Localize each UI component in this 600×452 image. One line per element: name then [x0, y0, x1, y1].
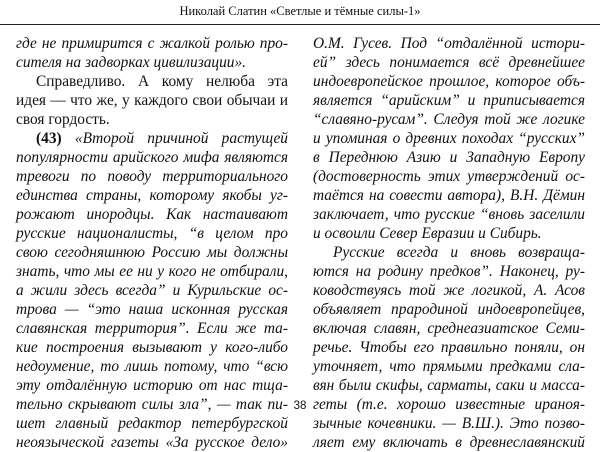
line-text: и освоили Север Евразии и Сибирь.: [313, 225, 542, 242]
line-text: шет главный редактор петербургской: [16, 415, 288, 432]
line-text: тельно скрывают силы зла”, — так пи-: [16, 396, 288, 413]
left-text-column: [16, 34, 288, 452]
text-line: [16, 262, 288, 281]
line-text: ляет ему включать в древнеславянский: [313, 434, 585, 451]
text-line: [313, 34, 585, 53]
text-line: [16, 34, 288, 53]
line-text: в Переднюю Азию и Западную Европу: [313, 149, 585, 166]
line-text: является “арийским” и приписывается: [313, 92, 585, 109]
text-line: [313, 262, 585, 281]
line-text: тревоги по поводу территориального: [16, 168, 288, 185]
text-line: [313, 357, 585, 376]
line-text: ководствуясь той же логикой, А. Асов: [313, 282, 585, 299]
text-line: [16, 281, 288, 300]
line-text: свою сегодняшнюю Россию мы должны: [16, 244, 288, 261]
line-text: зычные кочевники. — В.Ш.). Это позво-: [313, 415, 585, 432]
line-text: ются на родину предков”. Наконец, ру-: [313, 263, 585, 280]
line-text: популярности арийского мифа являются: [16, 149, 288, 166]
text-line: [313, 414, 585, 433]
line-text: геты (т.е. хорошо известные ираноя-: [313, 396, 585, 413]
text-line: [313, 167, 585, 186]
line-text: включая славян, среднеазиатское Семи-: [313, 320, 585, 337]
text-line: [16, 376, 288, 395]
text-line: [313, 281, 585, 300]
text-line: [16, 167, 288, 186]
line-text: (достоверность этих утверждений ос-: [313, 168, 585, 185]
text-line: [16, 243, 288, 262]
text-line: [16, 53, 288, 72]
line-text: таётся на совести автора), В.Н. Дёмин: [313, 187, 585, 204]
text-line: [313, 186, 585, 205]
text-line: [16, 357, 288, 376]
line-text: своя гордость.: [16, 111, 110, 128]
line-text: заключает, что русские “вновь заселили: [313, 206, 585, 223]
line-text: идея — что же, у каждого свои обычаи и: [16, 92, 288, 109]
line-text: О.М. Гусев. Под “отдалённой истори-: [313, 35, 585, 52]
text-line: [313, 319, 585, 338]
text-line: [16, 338, 288, 357]
text-line: [313, 53, 585, 72]
text-line: [16, 224, 288, 243]
text-line: [16, 110, 288, 129]
text-line: [16, 205, 288, 224]
text-line: [313, 72, 585, 91]
line-text: вян были скифы, сарматы, саки и масса-: [313, 377, 585, 394]
line-text: объявляет прародиной индоевропейцев,: [313, 301, 585, 318]
text-line: [313, 148, 585, 167]
line-text: Русские всегда и вновь возвраща-: [333, 244, 585, 261]
text-line: [16, 319, 288, 338]
line-text: сителя на задворках цивилизации».: [16, 54, 247, 71]
line-text: уточняет, что прямыми предками сла-: [313, 358, 585, 375]
line-text: где не примирится с жалкой ролью про-: [16, 35, 288, 52]
text-line: [16, 91, 288, 110]
page-number: 38: [293, 400, 307, 412]
text-line: [16, 129, 288, 148]
line-text: ей” здесь понимается всё древнейшее: [313, 54, 585, 71]
text-line: [313, 91, 585, 110]
section-number: (43): [36, 130, 62, 147]
text-line: [313, 300, 585, 319]
text-line: [313, 243, 585, 262]
running-title: Николай Слатин «Светлые и тёмные силы-1»: [179, 4, 421, 18]
line-text: индоевропейское прошлое, которое объ-: [313, 73, 585, 90]
line-text: недоумение, то лишь потому, что “всю: [16, 358, 288, 375]
header-rule: [0, 24, 600, 25]
line-text: «Второй причиной растущей: [61, 130, 288, 147]
line-text: а жили здесь всегда” и Курильские ос-: [16, 282, 288, 299]
line-text: славянская территория”. Если же та-: [16, 320, 288, 337]
line-text: единства страны, которому якобы уг-: [16, 187, 288, 204]
text-line: [313, 129, 585, 148]
text-line: [16, 72, 288, 91]
text-line: [16, 148, 288, 167]
line-text: знать, что мы ее ни у кого не отбирали,: [16, 263, 288, 280]
text-line: [313, 433, 585, 452]
text-line: [313, 338, 585, 357]
text-line: [16, 186, 288, 205]
line-text: эту отдалённую историю от нас тща-: [16, 377, 288, 394]
line-text: Справедливо. А кому нелюба эта: [36, 73, 288, 90]
text-line: [313, 376, 585, 395]
line-text: неоязыческой газеты «За русское дело»: [16, 434, 288, 451]
line-text: “славяно-русам”. Следуя той же логике: [313, 111, 585, 128]
line-text: речье. Чтобы его правильно поняли, он: [313, 339, 585, 356]
line-text: кие построения вызывают у кого-либо: [16, 339, 288, 356]
line-text: рожают инородцы. Как настаивают: [16, 206, 288, 223]
line-text: трова — “это наша исконная русская: [16, 301, 288, 318]
running-header: [0, 0, 600, 24]
text-line: [313, 205, 585, 224]
text-line: [313, 224, 585, 243]
line-text: русские националисты, “в целом про: [16, 225, 288, 242]
text-line: [313, 110, 585, 129]
right-text-column: [313, 34, 585, 452]
text-line: [16, 300, 288, 319]
text-line: [16, 433, 288, 452]
line-text: и упоминая о древних походах “русских”: [313, 130, 585, 147]
text-line: [16, 414, 288, 433]
